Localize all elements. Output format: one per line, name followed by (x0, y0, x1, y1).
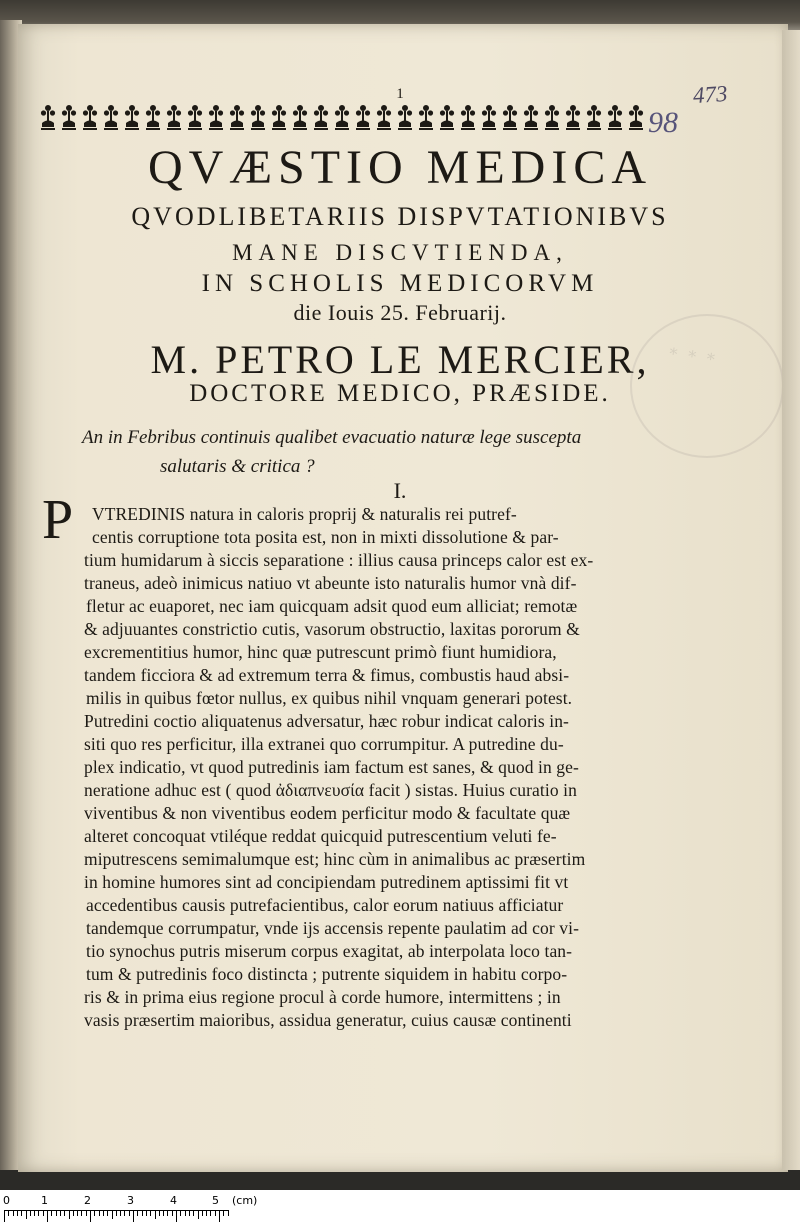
scale-ruler (0, 1190, 800, 1229)
fleuron-ornament-icon (82, 103, 98, 131)
ruler-tick (202, 1210, 203, 1216)
ruler-tick (21, 1210, 22, 1216)
ruler-tick (163, 1210, 164, 1216)
section-number: I. (393, 478, 407, 503)
body-line: VTREDINIS natura in caloris proprij & naturalis rei putref- (92, 504, 517, 524)
title-date: die Iouis 25. Februarij. (293, 300, 507, 325)
question-line-2: salutaris & critica ? (160, 456, 315, 477)
body-line: centis corruptione tota posita est, non in mixti dissolutione & par- (92, 527, 559, 547)
ruler-tick (215, 1210, 216, 1216)
body-line: ris & in prima eius regione procul à corde humore, intermittens ; in (84, 987, 561, 1007)
ruler-tick (17, 1210, 18, 1216)
ruler-label-4: 4 (170, 1194, 177, 1207)
ruler-label-3: 3 (127, 1194, 134, 1207)
ruler-tick (56, 1210, 57, 1216)
body-line: tandemque corrumpatur, vnde ijs accensis repente paulatim ad cor vi- (86, 918, 579, 938)
ruler-tick (150, 1210, 151, 1216)
fleuron-ornament-icon (250, 103, 266, 131)
ruler-label-unit: (cm) (232, 1194, 258, 1207)
ruler-tick (155, 1210, 156, 1219)
ruler-tick (193, 1210, 194, 1216)
fleuron-ornament-icon (460, 103, 476, 131)
body-line: in homine humores sint ad concipiendam putredinem aptissimi fit vt (84, 872, 569, 892)
title-line-3: MANE DISCVTIENDA, (232, 240, 568, 265)
ruler-tick (133, 1210, 134, 1222)
fleuron-ornament-icon (565, 103, 581, 131)
question-line-1: An in Febribus continuis qualibet evacuatio naturæ lege suscepta (82, 427, 582, 448)
ruler-tick (185, 1210, 186, 1216)
fleuron-ornament-icon (586, 103, 602, 131)
fleuron-ornament-icon (376, 103, 392, 131)
fleuron-ornament-icon (271, 103, 287, 131)
fleuron-ornament-icon (544, 103, 560, 131)
title-line-2: QVODLIBETARIIS DISPVTATIONIBVS (131, 202, 669, 231)
ruler-label-0: 0 (3, 1194, 10, 1207)
ruler-tick (219, 1210, 220, 1222)
ruler-label-1: 1 (41, 1194, 48, 1207)
presider-name: M. PETRO LE MERCIER, (150, 337, 650, 382)
fleuron-ornament-icon (187, 103, 203, 131)
ruler-tick (189, 1210, 190, 1216)
body-line: vasis præsertim maioribus, assidua generatur, cuius causæ continenti (84, 1010, 572, 1030)
ruler-tick (228, 1210, 229, 1216)
ruler-tick (206, 1210, 207, 1216)
body-line: tio synochus putris miserum corpus exagitat, ab interpolata loco tan- (86, 941, 573, 961)
ruler-tick (30, 1210, 31, 1216)
fleuron-ornament-icon (229, 103, 245, 131)
ruler-tick (176, 1210, 177, 1222)
body-line: fletur ac euaporet, nec iam quicquam adsit quod eum alliciat; remotæ (86, 596, 578, 616)
ruler-tick (180, 1210, 181, 1216)
page-right-edge (782, 30, 800, 1170)
ruler-tick (116, 1210, 117, 1216)
fleuron-ornament-icon (103, 103, 119, 131)
fleuron-ornament-icon (208, 103, 224, 131)
ruler-tick (146, 1210, 147, 1216)
ruler-tick (13, 1210, 14, 1216)
body-line: excrementitius humor, hinc quæ putrescunt primò fiunt humidiora, (84, 642, 557, 662)
title-line-1: QVÆSTIO MEDICA (148, 141, 652, 194)
folio-number: 1 (396, 86, 404, 102)
ruler-tick (90, 1210, 91, 1222)
ruler-tick (77, 1210, 78, 1216)
ruler-tick (86, 1210, 87, 1216)
body-line: milis in quibus fœtor nullus, ex quibus nihil vnquam generari potest. (86, 688, 573, 708)
ruler-tick (26, 1210, 27, 1219)
presider-title: DOCTORE MEDICO, PRÆSIDE. (189, 380, 611, 407)
body-line: neratione adhuc est ( quod ἀδιαπνευσία facit ) sistas. Huius curatio in (84, 780, 577, 800)
ruler-tick (47, 1210, 48, 1222)
fleuron-ornament-icon (481, 103, 497, 131)
body-line: alteret concoquat vtiléque reddat quicquid putrescentium veluti fe- (84, 826, 557, 846)
body-line: miputrescens semimalumque est; hinc cùm in animalibus ac præsertim (84, 849, 586, 869)
body-line: & adjuuantes constrictio cutis, vasorum obstructio, laxitas pororum & (84, 619, 580, 639)
ruler-label-2: 2 (84, 1194, 91, 1207)
body-line: plex indicatio, vt quod putredinis iam factum est sanes, & quod in ge- (84, 757, 579, 777)
body-line: Putredini coctio aliquatenus adversatur, hæc robur indicat caloris in- (84, 711, 569, 731)
ruler-tick (99, 1210, 100, 1216)
fleuron-ornament-icon (61, 103, 77, 131)
fleuron-ornament-icon (397, 103, 413, 131)
ruler-tick (51, 1210, 52, 1216)
ruler-tick (142, 1210, 143, 1216)
ruler-tick (129, 1210, 130, 1216)
fleuron-ornament-icon (292, 103, 308, 131)
fleuron-ornament-icon (439, 103, 455, 131)
title-line-4: IN SCHOLIS MEDICORVM (201, 270, 599, 297)
body-line: traneus, adeò inimicus natiuo vt abeunte isto naturalis humor vnà dif- (84, 573, 577, 593)
body-line: tium humidarum à siccis separatione : illius causa princeps calor est ex- (84, 550, 594, 570)
fleuron-ornament-icon (124, 103, 140, 131)
fleuron-ornament-icon (418, 103, 434, 131)
ruler-tick (120, 1210, 121, 1216)
body-line: viventibus & non viventibus eodem perficitur modo & facultate quæ (84, 803, 571, 823)
body-line: tum & putredinis foco distincta ; putrente siquidem in habitu corpo- (86, 964, 568, 984)
fleuron-ornament-icon (166, 103, 182, 131)
body-line: siti quo res perficitur, illa extranei quo corrumpitur. A putredine du- (84, 734, 564, 754)
ruler-tick (69, 1210, 70, 1219)
fleuron-ornament-icon (523, 103, 539, 131)
ruler-tick (38, 1210, 39, 1216)
ruler-tick (8, 1210, 9, 1216)
ruler-tick (198, 1210, 199, 1219)
manuscript-page-number: 473 (692, 80, 729, 109)
library-stamp-text: ∗ ∗ ∗ (666, 342, 720, 367)
manuscript-page-number-2: 98 (648, 106, 678, 139)
ruler-tick (43, 1210, 44, 1216)
ruler-tick (159, 1210, 160, 1216)
ruler-tick (4, 1210, 5, 1222)
ruler-tick (64, 1210, 65, 1216)
drop-cap: P (42, 489, 74, 551)
fleuron-ornament-icon (334, 103, 350, 131)
fleuron-ornament-icon (313, 103, 329, 131)
fleuron-ornament-icon (145, 103, 161, 131)
ruler-tick (107, 1210, 108, 1216)
body-line: accedentibus causis putrefacientibus, calor eorum natiuus afficiatur (86, 895, 564, 915)
ruler-tick (73, 1210, 74, 1216)
ruler-tick (167, 1210, 168, 1216)
ruler-tick (172, 1210, 173, 1216)
fleuron-ornament-icon (40, 103, 56, 131)
ruler-tick (124, 1210, 125, 1216)
ruler-tick (112, 1210, 113, 1219)
fleuron-ornament-icon (607, 103, 623, 131)
ruler-tick (60, 1210, 61, 1216)
ruler-tick (103, 1210, 104, 1216)
body-line: tandem ficciora & ad extremum terra & fimus, combustis haud absi- (84, 665, 570, 685)
ruler-tick (34, 1210, 35, 1216)
ruler-tick (223, 1210, 224, 1216)
ruler-tick (137, 1210, 138, 1216)
fleuron-ornament-icon (502, 103, 518, 131)
ruler-tick (81, 1210, 82, 1216)
ruler-tick (210, 1210, 211, 1216)
ruler-label-5: 5 (212, 1194, 219, 1207)
ornamental-header-band (40, 100, 644, 134)
ruler-tick (94, 1210, 95, 1216)
fleuron-ornament-icon (355, 103, 371, 131)
fleuron-ornament-icon (628, 103, 644, 131)
